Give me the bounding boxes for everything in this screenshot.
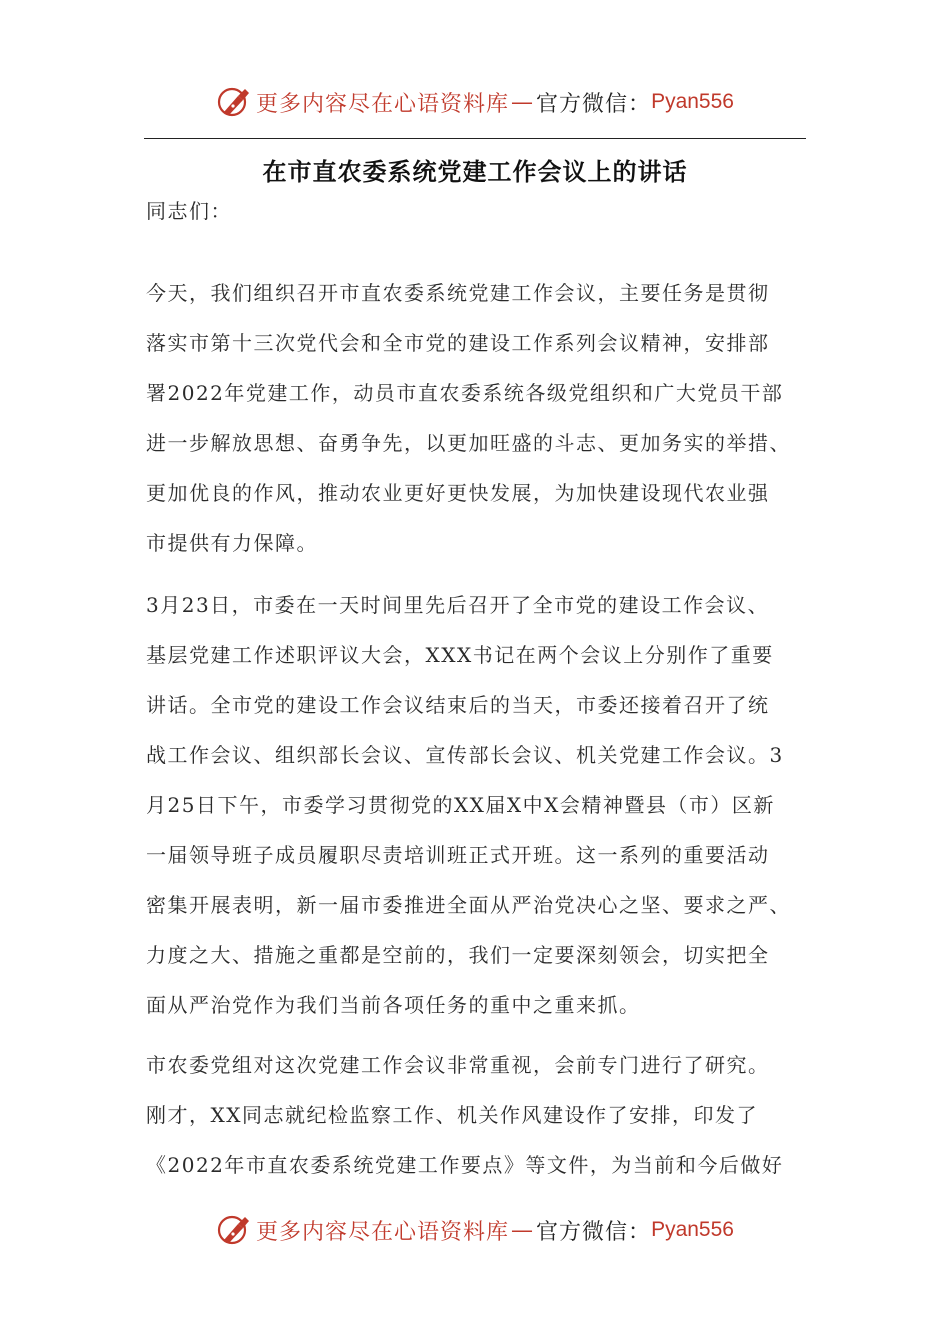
pen-nib-logo-icon	[216, 1212, 252, 1248]
paragraph-line: 力度之大、措施之重都是空前的，我们一定要深刻领会，切实把全	[146, 943, 770, 967]
banner-wechat-label: 官方微信：	[536, 91, 652, 117]
banner-dash: —	[511, 1217, 535, 1243]
paragraph-line: 更加优良的作风，推动农业更好更快发展，为加快建设现代农业强	[146, 481, 770, 505]
paragraph-1	[146, 268, 808, 568]
paragraph-line: 战工作会议、组织部长会议、宣传部长会议、机关党建工作会议。3	[146, 743, 784, 767]
header-rule	[144, 138, 806, 139]
banner-wechat-id: Pyan556	[651, 90, 734, 113]
paragraph-line: 今天，我们组织召开市直农委系统党建工作会议，主要任务是贯彻	[146, 281, 770, 305]
paragraph-line: 一届领导班子成员履职尽责培训班正式开班。这一系列的重要活动	[146, 843, 770, 867]
paragraph-line: 《2022年市直农委系统党建工作要点》等文件，为当前和今后做好	[146, 1153, 784, 1177]
paragraph-line: 进一步解放思想、奋勇争先，以更加旺盛的斗志、更加务实的举措、	[146, 431, 791, 455]
pen-nib-logo-icon	[216, 84, 252, 120]
banner-main-text: 更多内容尽在心语资料库	[256, 1219, 510, 1245]
paragraph-line: 市提供有力保障。	[146, 531, 318, 555]
paragraph-line: 市农委党组对这次党建工作会议非常重视，会前专门进行了研究。	[146, 1053, 770, 1077]
paragraph-line: 密集开展表明，新一届市委推进全面从严治党决心之坚、要求之严、	[146, 893, 791, 917]
header-banner	[0, 82, 950, 122]
paragraph-line: 3月23日，市委在一天时间里先后召开了全市党的建设工作会议、	[146, 593, 770, 617]
document-title: 在市直农委系统党建工作会议上的讲话	[262, 158, 688, 186]
paragraph-line: 落实市第十三次党代会和全市党的建设工作系列会议精神，安排部	[146, 331, 770, 355]
banner-main-text: 更多内容尽在心语资料库	[256, 91, 510, 117]
paragraph-line: 月25日下午，市委学习贯彻党的XX届X中X会精神暨县（市）区新	[146, 793, 775, 817]
banner-wechat-id: Pyan556	[651, 1218, 734, 1241]
paragraph-line: 面从严治党作为我们当前各项任务的重中之重来抓。	[146, 993, 641, 1017]
paragraph-3	[146, 1040, 808, 1190]
paragraph-line: 基层党建工作述职评议大会，XXX书记在两个会议上分别作了重要	[146, 643, 774, 667]
paragraph-2	[146, 580, 808, 1030]
footer-banner	[0, 1210, 950, 1250]
paragraph-line: 刚才，XX同志就纪检监察工作、机关作风建设作了安排，印发了	[146, 1103, 758, 1127]
salutation: 同志们：	[146, 199, 232, 223]
banner-dash: —	[511, 89, 535, 115]
paragraph-line: 讲话。全市党的建设工作会议结束后的当天，市委还接着召开了统	[146, 693, 770, 717]
paragraph-line: 署2022年党建工作，动员市直农委系统各级党组织和广大党员干部	[146, 381, 784, 405]
banner-wechat-label: 官方微信：	[536, 1219, 652, 1245]
